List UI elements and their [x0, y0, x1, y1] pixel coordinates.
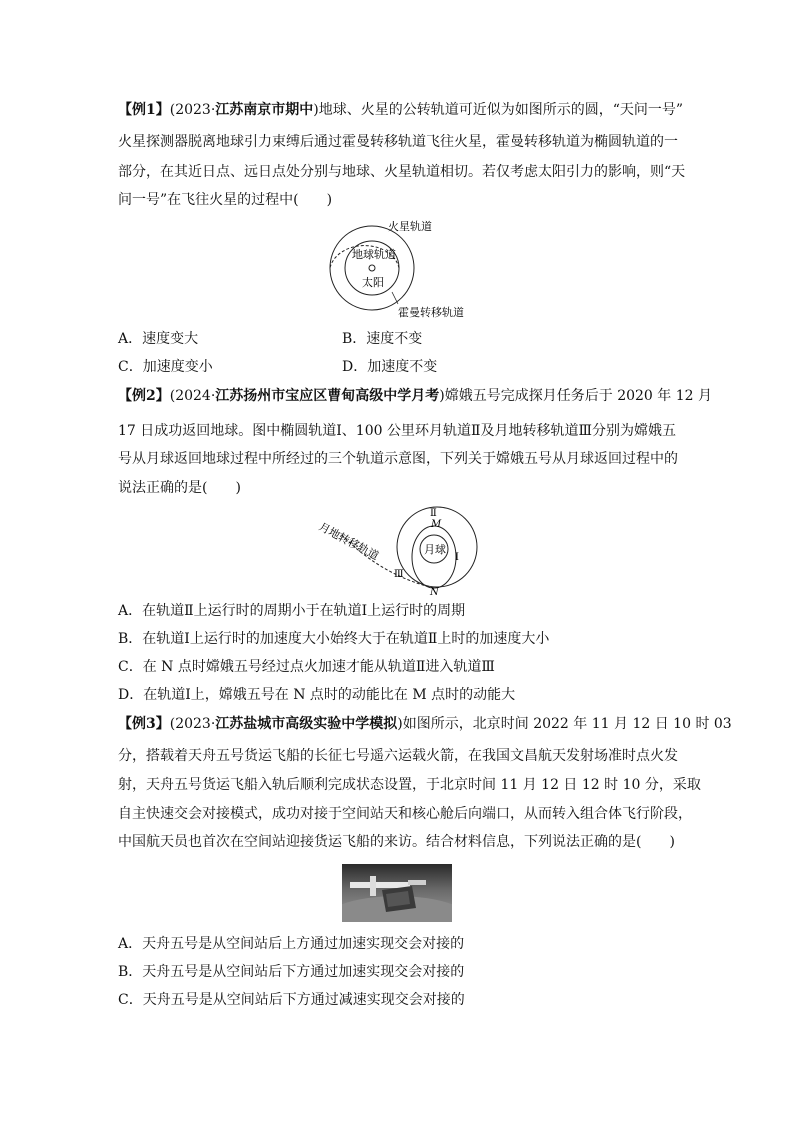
example2-line3: 号从月球返回地球过程中所经过的三个轨道示意图，下列关于嫦娥五号从月球返回过程中的: [118, 451, 678, 467]
point-m-label: M: [431, 519, 442, 530]
sun-label: 太阳: [362, 276, 384, 289]
example3-src-close: ): [397, 716, 403, 732]
example3-src-bold: 江苏盐城市高级实验中学模拟: [215, 716, 398, 732]
example1-src-bold: 江苏南京市期中: [215, 102, 314, 118]
earth-orbit-label: 地球轨道: [352, 248, 396, 261]
example2-src-open: (2024·: [169, 388, 216, 404]
example1-line3: 部分，在其近日点、远日点处分别与地球、火星轨道相切。若仅考虑太阳引力的影响，则“天: [118, 164, 686, 180]
example2-option-b: B．在轨道Ⅰ上运行时的加速度大小始终大于在轨道Ⅱ上时的加速度大小: [118, 631, 550, 647]
orbit-diagram-mars: [320, 218, 470, 320]
space-station-photo: [342, 864, 452, 922]
example1-tag: 【例1】: [118, 102, 170, 118]
orbit-iii-label: Ⅲ: [394, 569, 404, 580]
point-n-label: N: [430, 587, 439, 595]
orbit-i-label: Ⅰ: [455, 552, 459, 563]
hohmann-label: 霍曼转移轨道: [398, 306, 464, 319]
example2-line1: [118, 386, 712, 406]
hohmann-leader: [392, 292, 398, 304]
example1-src-close: ): [313, 102, 319, 118]
example3-line1-rest: 如图所示，北京时间 2022 年 11 月 12 日 10 时 03: [402, 716, 732, 732]
example1-line2: 火星探测器脱离地球引力束缚后通过霍曼转移轨道飞往火星，霍曼转移轨道为椭圆轨道的一: [118, 134, 678, 150]
example2-src-bold: 江苏扬州市宝应区曹甸高级中学月考: [215, 388, 440, 404]
orbit-ii-label: Ⅱ: [430, 508, 437, 519]
example2-line1-rest: 嫦娥五号完成探月任务后于 2020 年 12 月: [444, 388, 713, 404]
example2-line4: 说法正确的是( ): [118, 480, 241, 496]
example3-option-c: C．天舟五号是从空间站后下方通过减速实现交会对接的: [118, 992, 465, 1008]
example3-line5: 中国航天员也首次在空间站迎接货运飞船的来访。结合材料信息，下列说法正确的是( ): [118, 834, 675, 850]
example3-option-b: B．天舟五号是从空间站后下方通过加速实现交会对接的: [118, 964, 465, 980]
mars-orbit-label: 火星轨道: [388, 220, 432, 233]
example1-option-d: D．加速度不变: [342, 359, 438, 375]
example2-option-d: D．在轨道Ⅰ上，嫦娥五号在 N 点时的动能比在 M 点时的动能大: [118, 687, 516, 703]
example3-line4: 自主快速交会对接模式，成功对接于空间站天和核心舱后向端口，从而转入组合体飞行阶段，: [118, 806, 692, 822]
sun-marker: [369, 265, 375, 271]
example2-line2: 17 日成功返回地球。图中椭圆轨道Ⅰ、100 公里环月轨道Ⅱ及月地转移轨道Ⅲ分别为嫦娥五: [118, 423, 676, 439]
example1-line4: 问一号”在飞往火星的过程中( ): [118, 192, 333, 208]
example2-src-close: ): [439, 388, 445, 404]
example2-option-a: A．在轨道Ⅱ上运行时的周期小于在轨道Ⅰ上运行时的周期: [118, 603, 466, 619]
orbit-diagram-moon: [310, 505, 490, 595]
transfer-orbit-label: 月地转移轨道: [316, 520, 381, 563]
example2-tag: 【例2】: [118, 388, 170, 404]
example3-tag: 【例3】: [118, 716, 170, 732]
example3-src-open: (2023·: [169, 716, 216, 732]
example2-option-c: C．在 N 点时嫦娥五号经过点火加速才能从轨道Ⅱ进入轨道Ⅲ: [118, 659, 495, 675]
example1-src-open: (2023·: [169, 102, 216, 118]
example3-line2: 分，搭载着天舟五号货运飞船的长征七号遥六运载火箭，在我国文昌航天发射场准时点火发: [118, 748, 678, 764]
example1-line1-rest: 地球、火星的公转轨道可近似为如图所示的圆，“天问一号”: [318, 102, 684, 118]
example3-line3: 射，天舟五号货运飞船入轨后顺利完成状态设置，于北京时间 11 月 12 日 12 时 10 分，采取: [118, 777, 701, 793]
example1-option-a: A．速度变大: [118, 331, 199, 347]
moon-label: 月球: [424, 543, 446, 556]
example1-line1: [118, 100, 683, 120]
example1-option-b: B．速度不变: [342, 331, 423, 347]
example1-option-c: C．加速度变小: [118, 359, 213, 375]
example3-line1: [118, 714, 732, 734]
mars-orbit: [330, 226, 414, 310]
example3-option-a: A．天舟五号是从空间站后上方通过加速实现交会对接的: [118, 936, 465, 952]
